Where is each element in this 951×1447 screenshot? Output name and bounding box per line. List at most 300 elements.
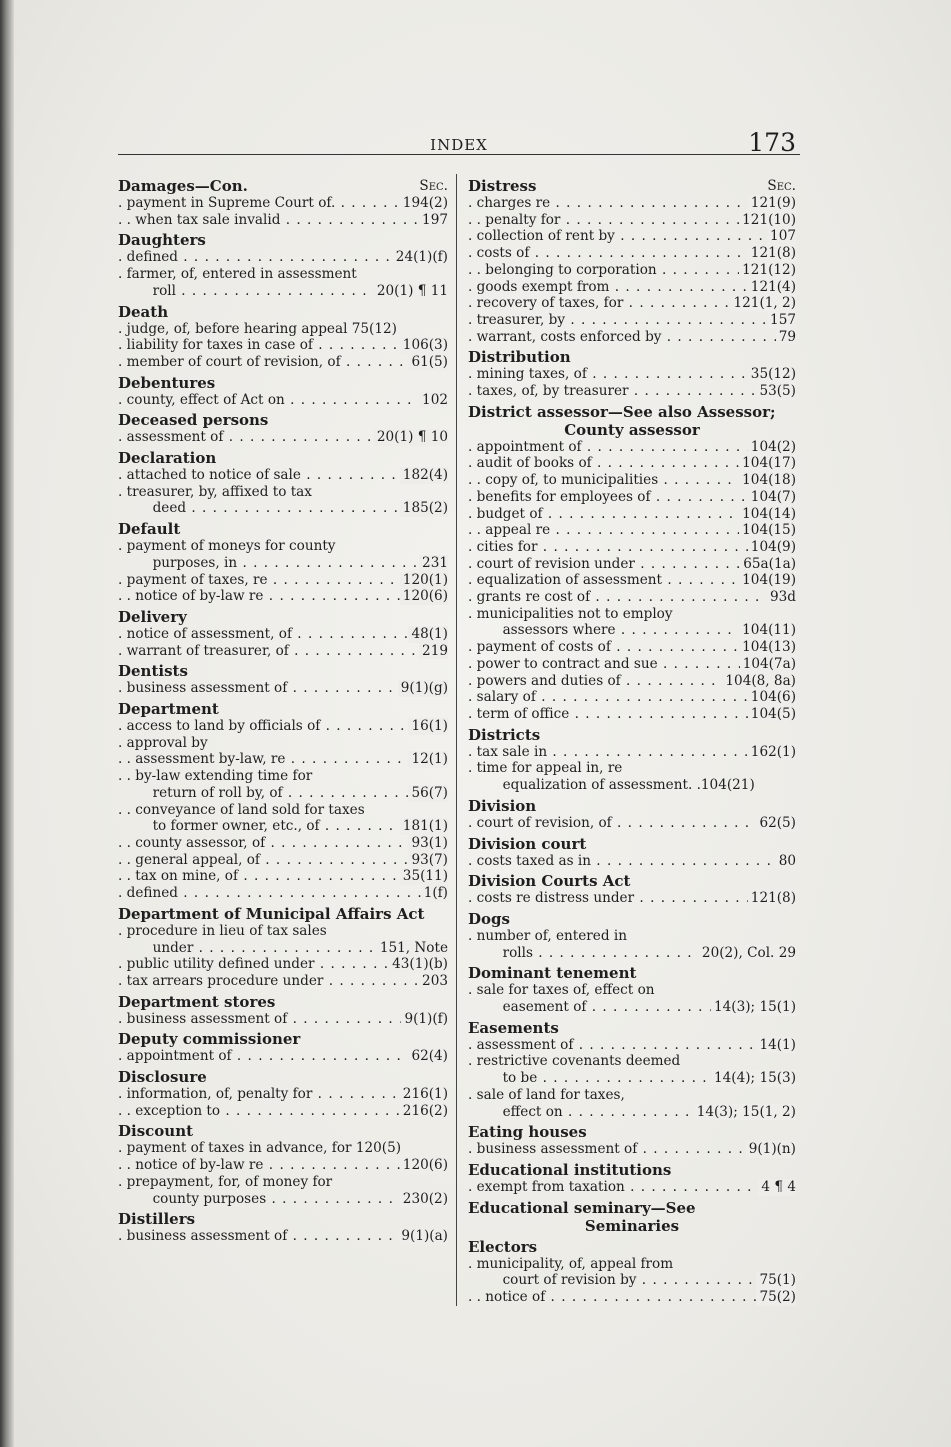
index-entry-reference: 104(14)	[739, 506, 796, 523]
section-column-label: Sec.	[767, 178, 796, 194]
index-entry	[468, 1141, 796, 1158]
index-entry	[118, 249, 448, 266]
index-entry-reference: 9(1)(f)	[401, 1011, 448, 1028]
index-entry-text: . . assessment by-law, re . . .	[118, 751, 448, 767]
index-entry	[468, 656, 796, 673]
index-heading	[118, 374, 448, 392]
index-entry-text: . . county assessor, of . . .	[118, 835, 448, 851]
index-heading	[118, 449, 448, 467]
index-entry-text: . attached to notice of sale . . .	[118, 467, 448, 483]
index-entry-text: . business assessment of . . .	[118, 1228, 448, 1244]
index-entry	[468, 556, 796, 573]
index-entry-reference: 16(1)	[408, 718, 448, 735]
index-heading-text: Declaration	[118, 449, 217, 468]
index-entry	[118, 785, 448, 802]
index-entry-reference: 182(4)	[400, 467, 448, 484]
index-entry	[118, 818, 448, 835]
index-entry	[118, 195, 448, 212]
index-entry-text: . grants re cost of . . .	[468, 589, 796, 605]
index-entry-text: . audit of books of . . .	[468, 455, 796, 471]
index-entry-reference: 104(7)	[748, 489, 796, 506]
index-heading-text: Discount	[118, 1122, 194, 1141]
index-entry	[118, 1157, 448, 1174]
index-entry-reference: 20(2), Col. 29	[699, 945, 796, 962]
index-heading-text: Distribution	[468, 348, 571, 367]
index-entry-text: . payment of taxes, re . . .	[118, 572, 448, 588]
index-heading	[118, 1122, 448, 1140]
index-entry	[118, 484, 448, 501]
index-entry	[118, 1086, 448, 1103]
index-entry	[468, 1256, 796, 1273]
index-entry-text: . tax arrears procedure under . . .	[118, 973, 448, 989]
index-entry	[468, 673, 796, 690]
index-heading-text: Disclosure	[118, 1068, 207, 1087]
index-heading	[118, 1030, 448, 1048]
index-entry-reference: 181(1)	[400, 818, 448, 835]
index-heading	[468, 403, 796, 421]
index-entry	[118, 718, 448, 735]
index-entry-text: roll . . .	[118, 283, 448, 299]
index-entry-text: . goods exempt from . . .	[468, 279, 796, 295]
index-heading-text: Dogs	[468, 909, 510, 928]
index-entry-reference: 216(1)	[400, 1086, 448, 1103]
index-entry	[118, 643, 448, 660]
index-entry-text: . liability for taxes in case of . . .	[118, 337, 448, 353]
index-entry-text: . budget of . . .	[468, 506, 796, 522]
index-entry	[118, 835, 448, 852]
index-entry-reference: 9(1)(a)	[398, 1228, 448, 1245]
index-entry	[118, 1228, 448, 1245]
index-entry-reference: 14(3); 15(1, 2)	[694, 1104, 796, 1121]
index-entry-text: county purposes . . .	[118, 1191, 448, 1207]
index-heading	[468, 910, 796, 928]
index-entry-text: court of revision by . . .	[468, 1272, 796, 1288]
index-entry	[118, 868, 448, 885]
index-entry-text: . powers and duties of . . .	[468, 673, 796, 689]
index-entry-reference: 104(19)	[739, 572, 796, 589]
index-entry	[468, 1053, 796, 1070]
index-entry-reference: 61(5)	[408, 354, 448, 371]
index-entry-text: . business assessment of . . .	[468, 1141, 796, 1157]
index-entry	[118, 768, 448, 785]
index-entry-text: . cities for . . .	[468, 539, 796, 555]
index-heading	[468, 835, 796, 853]
index-entry-reference: 104(8, 8a)	[722, 673, 796, 690]
index-entry-reference: 35(11)	[400, 868, 448, 885]
index-heading	[468, 797, 796, 815]
index-entry	[118, 500, 448, 517]
index-heading	[468, 1019, 796, 1037]
index-entry	[468, 1179, 796, 1196]
index-entry-text: . charges re . . .	[468, 195, 796, 211]
index-entry	[118, 1140, 448, 1157]
index-entry-text: . recovery of taxes, for . . .	[468, 295, 796, 311]
index-heading	[468, 177, 796, 195]
index-entry	[468, 890, 796, 907]
index-entry	[468, 522, 796, 539]
index-entry	[468, 439, 796, 456]
index-entry	[118, 354, 448, 371]
index-entry-reference: 197	[419, 212, 448, 229]
index-entry-reference: 43(1)(b)	[389, 956, 448, 973]
index-entry	[118, 1191, 448, 1208]
index-entry	[118, 337, 448, 354]
index-heading-text: Educational institutions	[468, 1160, 672, 1179]
index-heading	[118, 608, 448, 626]
index-heading	[118, 231, 448, 249]
index-entry-reference: 104(2)	[748, 439, 796, 456]
index-entry-text: . information, of, penalty for . . .	[118, 1086, 448, 1102]
index-entry-text: . county, effect of Act on . . .	[118, 392, 448, 408]
index-entry-text: . equalization of assessment . . .	[468, 572, 796, 588]
index-entry-reference: 121(9)	[748, 195, 796, 212]
index-entry-reference: 104(7a)	[740, 656, 796, 673]
index-entry	[468, 999, 796, 1016]
index-entry-reference: 4 ¶ 4	[758, 1179, 796, 1196]
index-heading-text: Division Courts Act	[468, 872, 631, 891]
index-entry	[118, 392, 448, 409]
index-heading	[468, 1161, 796, 1179]
index-entry-text: . restrictive covenants deemed	[468, 1053, 681, 1070]
index-heading-text: Division	[468, 796, 537, 815]
index-entry	[118, 973, 448, 990]
index-heading-text: Deceased persons	[118, 411, 269, 430]
index-entry-reference: 151, Note	[377, 940, 448, 957]
index-entry-reference: 106(3)	[400, 337, 448, 354]
index-entry-text: . farmer, of, entered in assessment	[118, 266, 357, 283]
index-heading-text: Distillers	[118, 1210, 196, 1229]
index-entry-reference: 35(12)	[748, 366, 796, 383]
index-entry-reference: 65a(1a)	[740, 556, 796, 573]
index-entry-text: to be . . .	[468, 1070, 796, 1086]
running-head	[118, 126, 800, 156]
index-entry	[118, 956, 448, 973]
index-entry-text: . assessment of . . .	[118, 429, 448, 445]
index-entry-text: . mining taxes, of . . .	[468, 366, 796, 382]
page-number: 173	[748, 128, 796, 157]
index-entry	[468, 1087, 796, 1104]
index-entry-text: . treasurer, by, affixed to tax	[118, 483, 312, 500]
index-entry-reference: 104(13)	[739, 639, 796, 656]
index-heading	[468, 1123, 796, 1141]
index-entry	[468, 366, 796, 383]
index-entry-text: . . notice of by-law re . . .	[118, 588, 448, 604]
index-column-left	[118, 174, 448, 1245]
index-entry-text: . appointment of . . .	[118, 1048, 448, 1064]
index-entry	[118, 680, 448, 697]
index-entry-text: . municipalities not to employ	[468, 605, 673, 622]
index-entry	[118, 885, 448, 902]
index-entry-reference: 107	[767, 228, 796, 245]
index-entry-reference: 14(4); 15(3)	[711, 1070, 796, 1087]
index-entry	[468, 639, 796, 656]
index-entry	[468, 589, 796, 606]
index-entry-text: . . belonging to corporation . . .	[468, 262, 796, 278]
index-entry-reference: 12(1)	[408, 751, 448, 768]
index-entry	[118, 626, 448, 643]
index-entry	[118, 940, 448, 957]
index-entry-text: . number of, entered in	[468, 927, 627, 944]
index-entry-text: effect on . . .	[468, 1104, 796, 1120]
index-heading-text: Electors	[468, 1237, 538, 1256]
index-entry	[468, 777, 796, 794]
index-entry-text: . time for appeal in, re	[468, 760, 623, 777]
index-entry	[468, 622, 796, 639]
index-entry	[468, 1070, 796, 1087]
index-column-right	[468, 174, 796, 1306]
index-heading	[468, 1238, 796, 1256]
index-entry	[468, 245, 796, 262]
index-entry	[468, 1289, 796, 1306]
index-entry-text: . . conveyance of land sold for taxes	[118, 801, 365, 818]
index-entry-text: . court of revision, of . . .	[468, 815, 796, 831]
index-entry	[118, 572, 448, 589]
index-entry-reference: 120(6)	[400, 1157, 448, 1174]
index-entry-text: . defined . . .	[118, 249, 448, 265]
index-heading	[118, 993, 448, 1011]
index-entry-text: . . exception to . . .	[118, 1103, 448, 1119]
index-entry-text: . public utility defined under . . .	[118, 956, 448, 972]
index-heading	[118, 520, 448, 538]
index-entry-text: . access to land by officials of . . .	[118, 718, 448, 734]
index-heading	[118, 662, 448, 680]
index-entry-text: . defined . . .	[118, 885, 448, 901]
index-entry-reference: 216(2)	[400, 1103, 448, 1120]
index-entry	[468, 1037, 796, 1054]
index-entry-reference: 121(1, 2)	[731, 295, 797, 312]
index-entry	[468, 295, 796, 312]
index-entry	[468, 945, 796, 962]
book-binding-shadow	[0, 0, 14, 1447]
index-entry	[118, 321, 448, 338]
index-heading	[118, 411, 448, 429]
index-entry-text: . payment in Supreme Court of. . . .	[118, 195, 448, 211]
index-entry-text: . taxes, of, by treasurer . . .	[468, 383, 796, 399]
index-entry	[118, 1103, 448, 1120]
index-entry-reference: 53(5)	[756, 383, 796, 400]
index-heading	[468, 726, 796, 744]
index-entry	[468, 489, 796, 506]
index-entry-text: . . penalty for . . .	[468, 212, 796, 228]
index-entry	[468, 312, 796, 329]
running-head-label: INDEX	[430, 136, 488, 154]
index-entry-text: . warrant of treasurer, of . . .	[118, 643, 448, 659]
index-entry	[118, 538, 448, 555]
index-entry-text: . member of court of revision, of . . .	[118, 354, 448, 370]
index-entry-reference: 80	[776, 853, 796, 870]
index-heading-text: Department stores	[118, 992, 276, 1011]
index-entry-text: . . when tax sale invalid . . .	[118, 212, 448, 228]
index-heading-text: District assessor—See also Assessor;	[468, 402, 776, 421]
index-entry	[468, 744, 796, 761]
index-entry	[118, 467, 448, 484]
index-entry-text: . . by-law extending time for	[118, 768, 313, 785]
index-entry	[118, 1048, 448, 1065]
index-heading	[118, 905, 448, 923]
index-heading-text: Distress	[468, 177, 537, 195]
index-entry-text: . power to contract and sue . . .	[468, 656, 796, 672]
column-divider	[456, 174, 457, 1306]
index-heading-text: Debentures	[118, 373, 216, 392]
index-entry-reference: 93(1)	[408, 835, 448, 852]
index-entry-text: . assessment of . . .	[468, 1037, 796, 1053]
index-entry-text: . payment of taxes in advance, for 120(5)	[118, 1140, 402, 1157]
index-entry	[118, 283, 448, 300]
index-entry-reference: 93d	[767, 589, 796, 606]
index-heading	[468, 1199, 796, 1217]
index-entry-reference: 121(4)	[748, 279, 796, 296]
index-entry-text: . collection of rent by . . .	[468, 228, 796, 244]
index-entry-reference: 104(17)	[739, 455, 796, 472]
index-entry	[118, 212, 448, 229]
index-entry-reference: 120(6)	[400, 588, 448, 605]
index-entry	[118, 1174, 448, 1191]
index-entry-text: . . notice of . . .	[468, 1289, 796, 1305]
index-entry-text: deed . . .	[118, 500, 448, 516]
index-entry-reference: 75(2)	[756, 1289, 796, 1306]
index-entry-reference: 230(2)	[400, 1191, 448, 1208]
index-entry	[468, 760, 796, 777]
index-entry-reference: 104(18)	[739, 472, 796, 489]
index-entry-text: . business assessment of . . .	[118, 680, 448, 696]
index-entry-reference: 9(1)(g)	[398, 680, 448, 697]
index-entry	[468, 228, 796, 245]
index-entry-text: . benefits for employees of . . .	[468, 489, 796, 505]
index-entry	[118, 751, 448, 768]
index-entry	[468, 279, 796, 296]
index-entry-reference: 62(4)	[408, 1048, 448, 1065]
index-entry-text: . notice of assessment, of . . .	[118, 626, 448, 642]
index-entry-reference: 121(8)	[748, 890, 796, 907]
index-entry	[468, 1104, 796, 1121]
index-entry-reference: 24(1)(f)	[393, 249, 448, 266]
index-heading-text: Educational seminary—See	[468, 1198, 696, 1217]
index-entry	[468, 689, 796, 706]
index-entry-reference: 93(7)	[408, 852, 448, 869]
index-entry-text: purposes, in . . .	[118, 555, 448, 571]
index-entry-reference: 121(10)	[739, 212, 796, 229]
index-entry-reference: 9(1)(n)	[746, 1141, 796, 1158]
index-heading-text: Daughters	[118, 231, 206, 250]
index-entry-text: return of roll by, of . . .	[118, 785, 448, 801]
index-entry-text: . payment of moneys for county	[118, 538, 336, 555]
index-entry-text: . . tax on mine, of . . .	[118, 868, 448, 884]
index-entry-text: . term of office . . .	[468, 706, 796, 722]
index-entry-reference: 62(5)	[756, 815, 796, 832]
index-entry	[468, 506, 796, 523]
index-entry-text: . business assessment of . . .	[118, 1011, 448, 1027]
index-entry-reference: 203	[419, 973, 448, 990]
index-entry	[468, 262, 796, 279]
index-entry-reference: 194(2)	[400, 195, 448, 212]
index-entry-text: . costs of . . .	[468, 245, 796, 261]
index-entry	[118, 429, 448, 446]
section-column-label: Sec.	[419, 178, 448, 194]
index-entry-reference: 157	[767, 312, 796, 329]
index-entry-reference: 20(1) ¶ 10	[374, 429, 448, 446]
index-entry	[468, 455, 796, 472]
index-entry	[468, 539, 796, 556]
index-entry-text: . appointment of . . .	[468, 439, 796, 455]
index-entry-reference: 56(7)	[408, 785, 448, 802]
index-entry	[468, 572, 796, 589]
index-entry-text: . . appeal re . . .	[468, 522, 796, 538]
index-heading-text: Default	[118, 520, 181, 539]
index-heading-text: Delivery	[118, 607, 187, 626]
index-entry-text: . costs re distress under . . .	[468, 890, 796, 906]
index-heading-continuation: County assessor	[564, 420, 700, 439]
index-entry-reference: 104(11)	[739, 622, 796, 639]
index-entry	[118, 735, 448, 752]
index-entry-text: . municipality, of, appeal from	[468, 1255, 674, 1272]
index-heading-text: Eating houses	[468, 1123, 587, 1142]
index-entry	[118, 923, 448, 940]
index-entry-reference: 185(2)	[400, 500, 448, 517]
index-entry	[468, 1272, 796, 1289]
index-heading	[118, 1210, 448, 1228]
index-entry-text: . prepayment, for, of money for	[118, 1173, 333, 1190]
index-entry-reference: 162(1)	[748, 744, 796, 761]
index-entry-reference: 14(1)	[756, 1037, 796, 1054]
index-heading	[118, 700, 448, 718]
index-entry-reference: 75(1)	[756, 1272, 796, 1289]
index-entry	[468, 853, 796, 870]
index-entry-text: . judge, of, before hearing appeal 75(12)	[118, 320, 397, 337]
index-heading-text: Death	[118, 302, 169, 321]
index-entry-reference: 121(12)	[739, 262, 796, 279]
index-entry	[118, 588, 448, 605]
index-heading	[468, 872, 796, 890]
index-heading-text: Department	[118, 700, 219, 719]
index-entry-reference: 104(9)	[748, 539, 796, 556]
index-entry	[118, 1011, 448, 1028]
index-entry-text: . costs taxed as in . . .	[468, 853, 796, 869]
index-entry	[468, 329, 796, 346]
index-entry	[468, 982, 796, 999]
index-entry-text: . payment of costs of . . .	[468, 639, 796, 655]
index-entry-reference: 48(1)	[408, 626, 448, 643]
index-entry	[468, 606, 796, 623]
index-heading	[468, 348, 796, 366]
index-entry-text: . court of revision under . . .	[468, 556, 796, 572]
index-heading	[118, 177, 448, 195]
index-heading-text: Damages—Con.	[118, 177, 248, 195]
index-entry-reference: 14(3); 15(1)	[711, 999, 796, 1016]
index-entry-reference: 104(5)	[748, 706, 796, 723]
index-entry-reference: 104(15)	[739, 522, 796, 539]
index-entry-text: . procedure in lieu of tax sales	[118, 922, 327, 939]
index-heading-text: Districts	[468, 725, 541, 744]
header-rule	[118, 154, 800, 155]
index-entry-reference: 79	[776, 329, 796, 346]
index-entry-reference: 231	[419, 555, 448, 572]
index-entry	[118, 555, 448, 572]
index-entry-text: . . copy of, to municipalities . . .	[468, 472, 796, 488]
index-heading	[118, 303, 448, 321]
index-entry-text: . tax sale in . . .	[468, 744, 796, 760]
index-entry	[468, 706, 796, 723]
index-entry-text: rolls . . .	[468, 945, 796, 961]
index-entry-text: . . notice of by-law re . . .	[118, 1157, 448, 1173]
index-heading-text: Dentists	[118, 662, 188, 681]
index-heading-text: Division court	[468, 834, 587, 853]
index-entry-text: assessors where . . .	[468, 622, 796, 638]
index-entry	[468, 472, 796, 489]
index-heading-continuation: Seminaries	[584, 1216, 680, 1235]
index-entry	[468, 928, 796, 945]
index-entry-text: to former owner, etc., of . . .	[118, 818, 448, 834]
index-entry-text: . treasurer, by . . .	[468, 312, 796, 328]
